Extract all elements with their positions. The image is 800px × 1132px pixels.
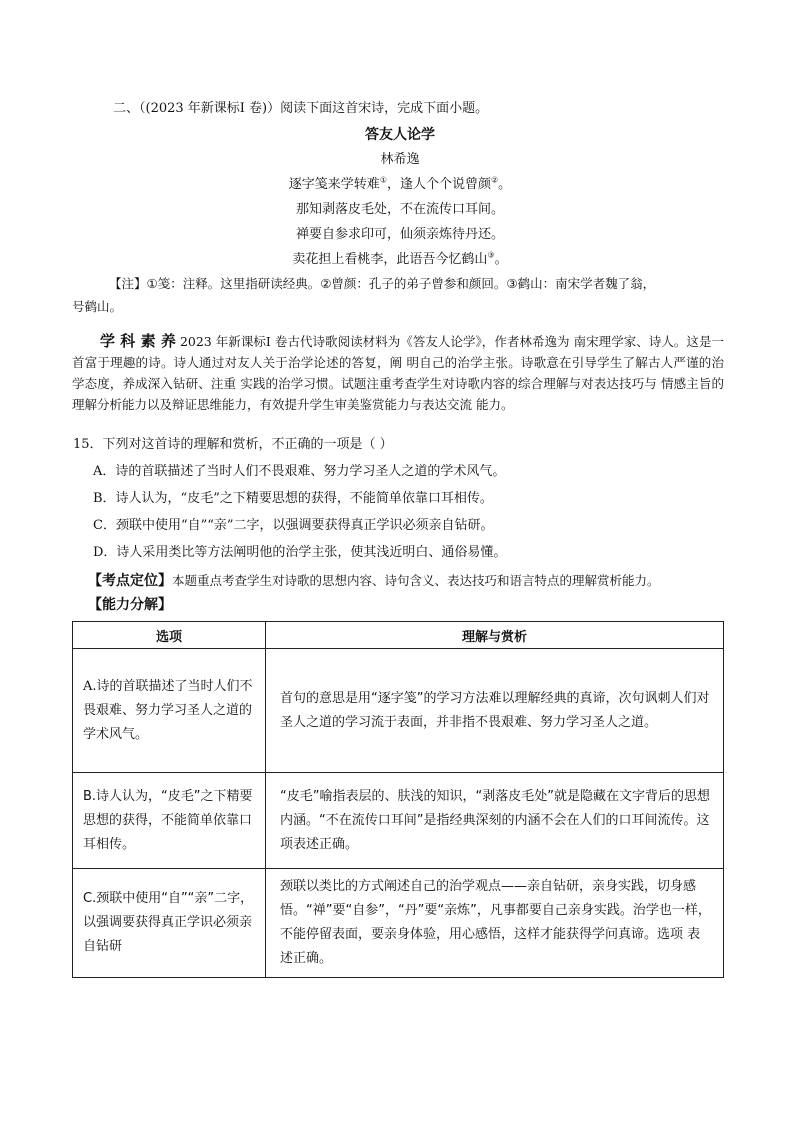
poem-title: 答友人论学 (365, 127, 435, 143)
row-option: B.诗人认为，“皮毛”之下精要思想的获得，不能简单依靠口耳相传。 (73, 773, 266, 869)
poem-line-3: 禅要自参求印可，仙须亲炼待丹还。 (295, 227, 504, 242)
ability-label: 【能力分解】 (88, 597, 172, 613)
analysis-table (72, 621, 724, 978)
question-stem: 15．下列对这首诗的理解和赏析，不正确的一项是（ ） (73, 437, 393, 452)
exam-point-label: 【考点定位】 (88, 573, 172, 589)
poem-line-4: 卖花担上看桃李，此语吾今忆鹤山③。 (292, 250, 508, 267)
table-row (73, 869, 724, 978)
poem-note-line-1: 【注】①笺：注释。这里指研读经典。②曾颜：孔子的弟子曾参和颜回。③鹤山：南宋学者魏了翁， (109, 276, 656, 291)
row-analysis: 首句的意思是用“逐字笺”的学习方法难以理解经典的真谛，次句讽刺人们对圣人之道的学习流于表面，并非指不畏艰难、努力学习圣人之道。 (266, 649, 724, 773)
literacy-label: 学 科 素 养 (100, 332, 176, 350)
row-option: C.颈联中使用“自”“亲”二字，以强调要获得真正学识必须亲自钻研 (73, 869, 266, 978)
row-analysis: 颈联以类比的方式阐述自己的治学观点——亲自钻研，亲身实践，切身感悟。“禅”要“自参”，“丹”要“亲炼”，凡事都要自己亲身实践。治学也一样，不能停留表面，要亲身体验，用心感悟，这样才能获得学问真谛。选项 表述正确。 (266, 869, 724, 978)
poem-line-2: 那知剥落皮毛处，不在流传口耳间。 (295, 202, 504, 217)
table-row (73, 649, 724, 773)
header-option: 选项 (73, 622, 266, 649)
row-analysis: “皮毛”喻指表层的、肤浅的知识，“剥落皮毛处”就是隐藏在文字背后的思想内涵。“不在流传口耳间”是指经典深刻的内涵不会在人们的口耳间流传。这项表述正确。 (266, 773, 724, 869)
poem-author: 林希逸 (380, 152, 420, 167)
option-b: B．诗人认为，“皮毛”之下精要思想的获得，不能简单依靠口耳相传。 (93, 491, 493, 506)
row-option: A.诗的首联描述了当时人们不畏艰难、努力学习圣人之道的学术风气。 (73, 649, 266, 773)
option-c: C．颈联中使用“自”“亲”二字，以强调要获得真正学识必须亲自钻研。 (93, 518, 494, 533)
poem-note-line-2: 号鹤山。 (72, 299, 123, 314)
option-d: D．诗人采用类比等方法阐明他的治学主张，使其浅近明白、通俗易懂。 (93, 545, 507, 560)
literacy-paragraph: 学 科 素 养 2023 年新课标Ⅰ 卷古代诗歌阅读材料为《答友人论学》，作者林希逸为 南宋理学家、诗人。这是一首富于理趣的诗。诗人通过对友人关于治学论述的答复，阐 明自己的治学主张。诗歌意在引导学生了解古人严谨的治学态度，养成深入钻研、注重 实践的治学习惯。试题注重考查学生对诗歌内容的综合理解与对表达技巧与 情感主旨的理解分析能力以及辩证思维能力，有效提升学生审美鉴赏能力与表达交流 能力。 (72, 332, 724, 412)
exam-point: 【考点定位】本题重点考查学生对诗歌的思想内容、诗句含义、表达技巧和语言特点的理解赏析能力。 (88, 573, 660, 589)
poem-line-1: 逐字笺来学转难①，逢人个个说曾颜②。 (288, 175, 512, 192)
table-row (73, 773, 724, 869)
question-header: 二、（(2023 年新课标Ⅰ 卷)）阅读下面这首宋诗，完成下面小题。 (113, 101, 489, 116)
header-analysis: 理解与赏析 (266, 622, 724, 649)
option-a: A．诗的首联描述了当时人们不畏艰难、努力学习圣人之道的学术风气。 (93, 464, 506, 479)
table-header-row (73, 622, 724, 649)
